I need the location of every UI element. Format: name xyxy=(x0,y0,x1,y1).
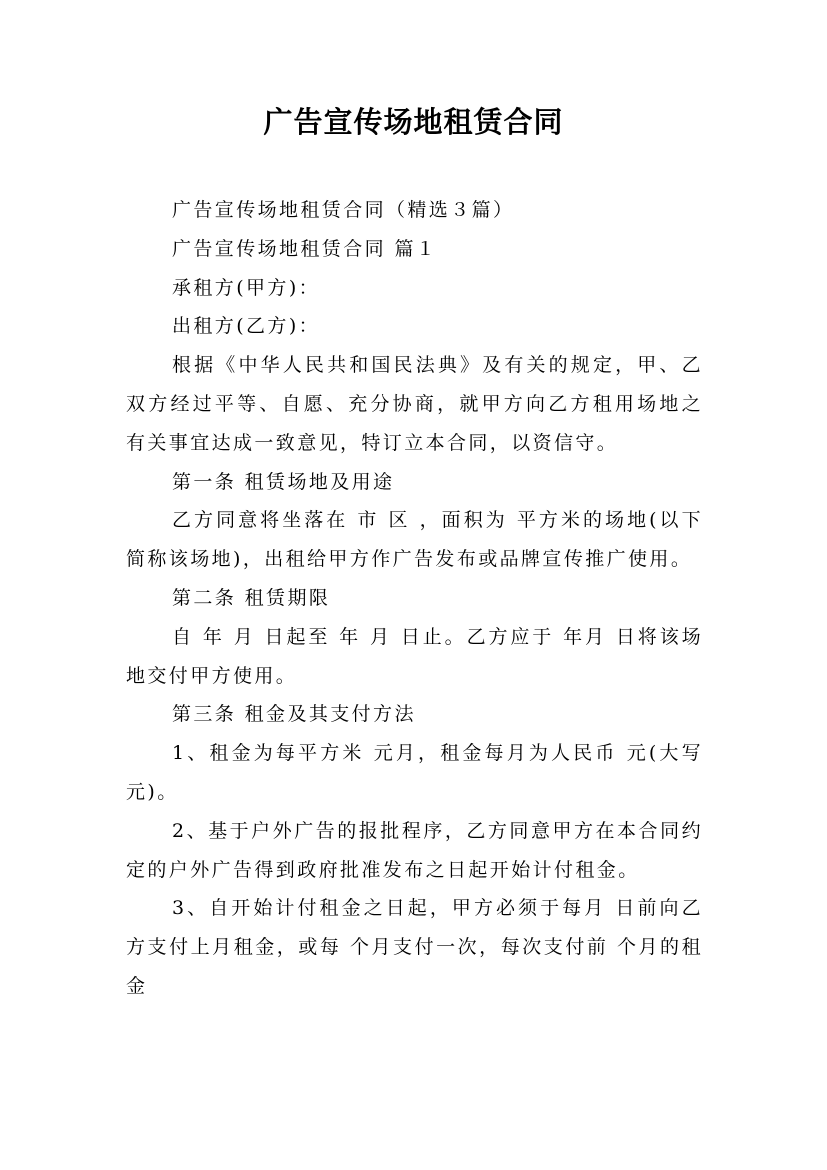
article-2-text: 自 年 月 日起至 年 月 日止。乙方应于 年月 日将该场地交付甲方使用。 xyxy=(126,625,703,687)
document-title: 广告宣传场地租赁合同 xyxy=(263,105,564,139)
article-3-item-2: 2、基于户外广告的报批程序，乙方同意甲方在本合同约定的户外广告得到政府批准发布之日起开始计付租金。 xyxy=(126,819,703,881)
article-3-item-1: 1、租金为每平方米 元月，租金每月为人民币 元(大写元)。 xyxy=(126,742,703,803)
article-2-heading: 第二条 租赁期限 xyxy=(172,586,331,609)
paragraph-preamble: 根据《中华人民共和国民法典》及有关的规定，甲、乙双方经过平等、自愿、充分协商，就甲方向乙方租用场地之有关事宜达成一致意见，特订立本合同，以资信守。 xyxy=(126,354,703,454)
document-body xyxy=(126,191,703,1006)
article-1-text: 乙方同意将坐落在 市 区 ，面积为 平方米的场地(以下简称该场地)，出租给甲方作广告发布或品牌宣传推广使用。 xyxy=(126,509,703,571)
paragraph-part-heading: 广告宣传场地租赁合同 篇１ xyxy=(172,237,438,260)
article-3-heading: 第三条 租金及其支付方法 xyxy=(172,703,416,726)
paragraph-subtitle: 广告宣传场地租赁合同（精选３篇） xyxy=(172,199,515,221)
article-3-item-3: 3、自开始计付租金之日起，甲方必须于每月 日前向乙方支付上月租金，或每 个月支付一次，每次支付前 个月的租金 xyxy=(126,897,703,997)
paragraph-lessor: 出租方(乙方)： xyxy=(172,315,321,338)
paragraph-lessee: 承租方(甲方)： xyxy=(172,276,321,299)
article-1-heading: 第一条 租赁场地及用途 xyxy=(172,470,395,493)
